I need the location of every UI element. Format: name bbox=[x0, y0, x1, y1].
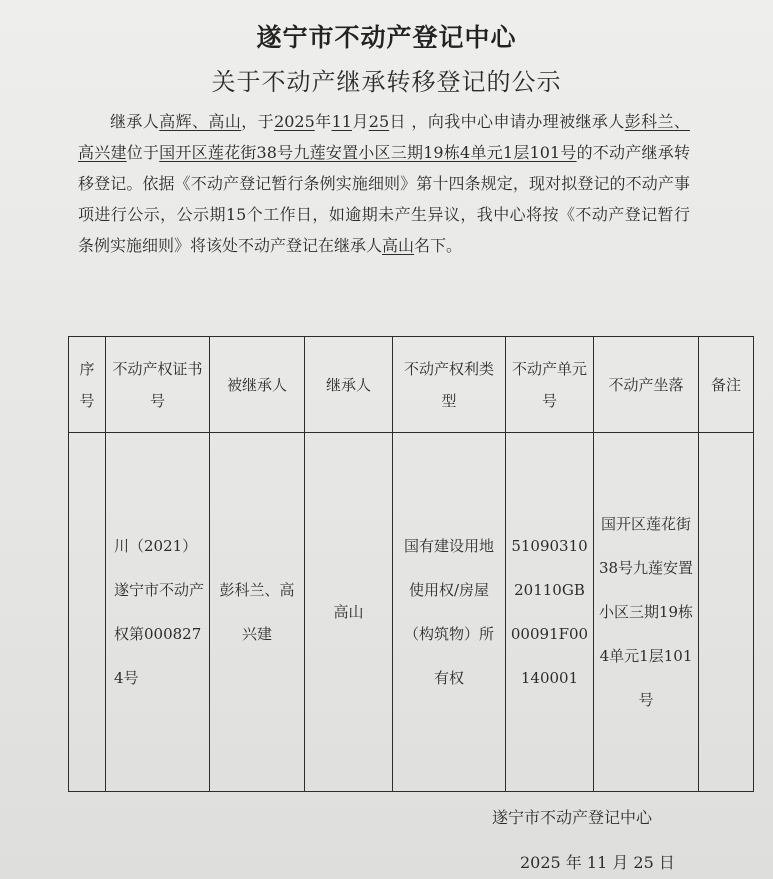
notice-text: 的不动产继承转移登记。依据《不动产登记暂行条例实施细则》第十四条规定，现对拟登记的不动产事项进行公示，公示期15个工作日，如逾期未产生异议，我中心将按《不动产登记暂行条例实施细则》将该处不动产登记在继承人 bbox=[78, 143, 690, 255]
notice-text: 继承人 bbox=[110, 112, 160, 131]
table-header-row bbox=[69, 337, 754, 433]
notice-text: 日 ，向我中心申请办理被继承人 bbox=[389, 112, 625, 131]
final-heir-name: 高山 bbox=[382, 236, 415, 255]
cell-unit-no: 5109031020110GB00091F00140001 bbox=[506, 433, 594, 792]
header-seq: 序号 bbox=[69, 337, 106, 433]
notice-text: 月 bbox=[351, 112, 369, 131]
notice-body bbox=[78, 106, 690, 261]
header-right-type: 不动产权利类型 bbox=[393, 337, 506, 433]
cell-right-type: 国有建设用地使用权/房屋（构筑物）所有权 bbox=[393, 433, 506, 792]
apply-month: 11 bbox=[331, 112, 352, 131]
header-decedent: 被继承人 bbox=[210, 337, 305, 433]
header-cert: 不动产权证书号 bbox=[106, 337, 210, 433]
table-row bbox=[69, 433, 754, 792]
header-unit-no: 不动产单元号 bbox=[506, 337, 594, 433]
page-title: 遂宁市不动产登记中心 bbox=[256, 23, 517, 52]
header-remark: 备注 bbox=[699, 337, 754, 433]
heirs-name: 高辉、高山 bbox=[159, 112, 242, 131]
notice-text: 年 bbox=[314, 112, 332, 131]
property-table bbox=[68, 336, 754, 792]
cell-decedent: 彭科兰、高兴建 bbox=[210, 433, 305, 792]
decedents-name: 彭科兰、高兴建 bbox=[78, 112, 690, 162]
apply-day: 25 bbox=[368, 112, 390, 131]
header-heir: 继承人 bbox=[305, 337, 393, 433]
footer-organization: 遂宁市不动产登记中心 bbox=[492, 808, 653, 827]
cell-heir: 高山 bbox=[305, 433, 393, 792]
property-location: 国开区莲花街38号九莲安置小区三期19栋4单元1层101号 bbox=[159, 143, 577, 162]
notice-text: 位于 bbox=[126, 143, 160, 162]
cell-location: 国开区莲花街38号九莲安置小区三期19栋4单元1层101号 bbox=[594, 433, 699, 792]
notice-text: ，于 bbox=[241, 112, 275, 131]
cell-remark bbox=[699, 433, 754, 792]
notice-text: 名下。 bbox=[414, 236, 463, 255]
cell-cert: 川（2021）遂宁市不动产权第0008274号 bbox=[106, 433, 210, 792]
apply-year: 2025 bbox=[274, 112, 315, 131]
cell-seq bbox=[69, 433, 106, 792]
header-location: 不动产坐落 bbox=[594, 337, 699, 433]
page-subtitle: 关于不动产继承转移登记的公示 bbox=[211, 68, 562, 96]
footer-date: 2025 年 11 月 25 日 bbox=[520, 853, 675, 872]
